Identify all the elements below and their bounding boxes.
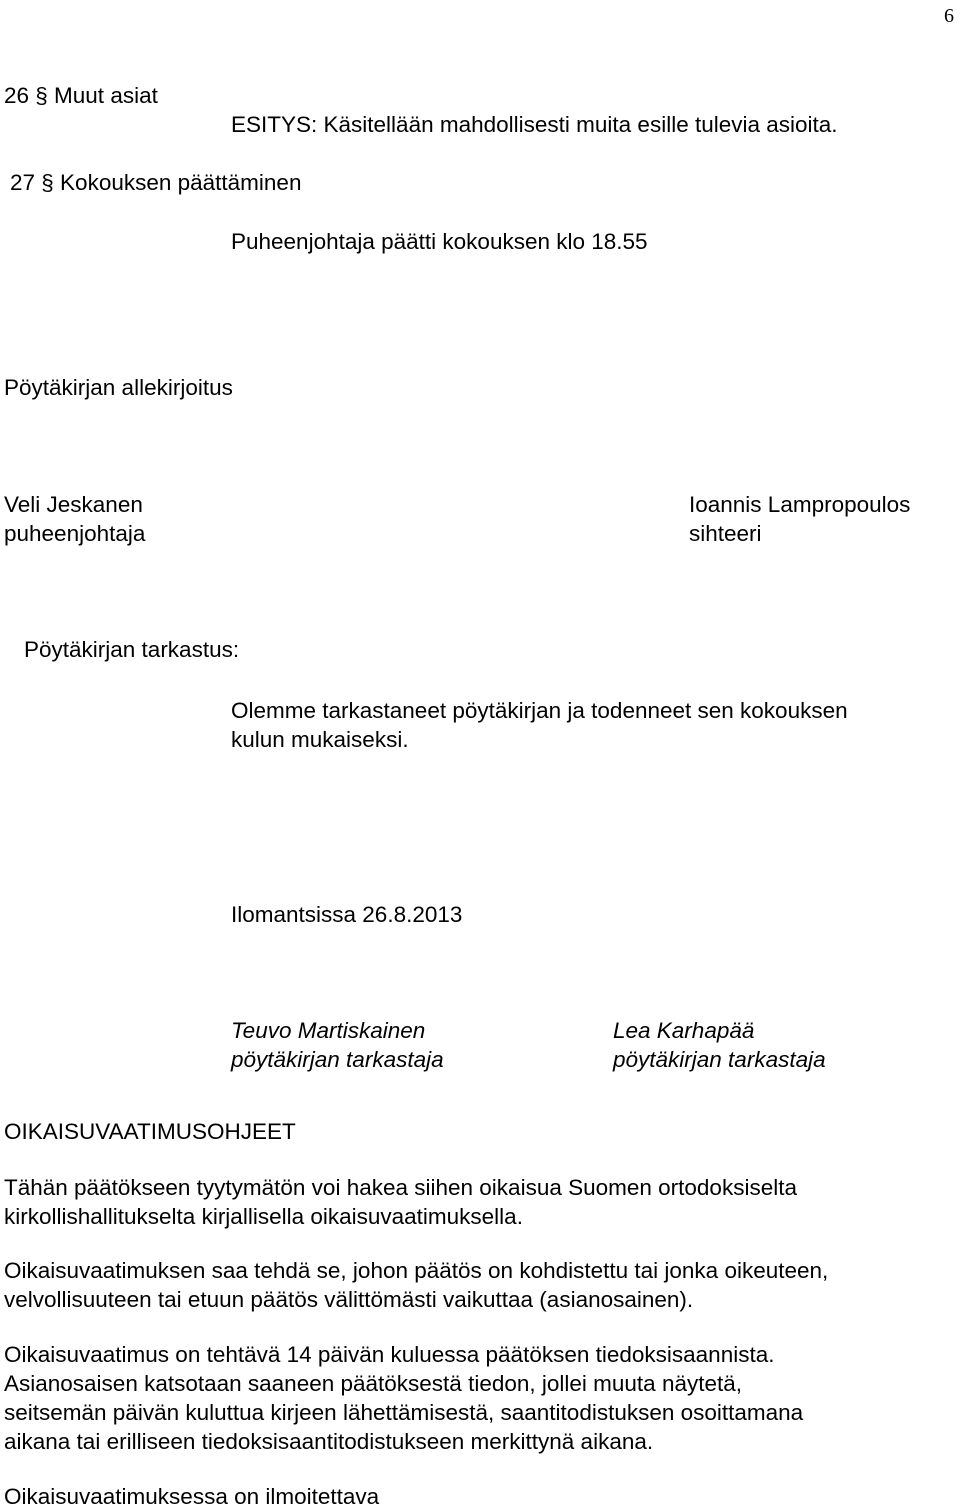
place-date: Ilomantsissa 26.8.2013 [231, 902, 463, 927]
appeal-p2-line1: Oikaisuvaatimuksen saa tehdä se, johon päätös on kohdistettu tai jonka oikeuteen, [4, 1258, 829, 1283]
review-text-line2: kulun mukaiseksi. [231, 727, 409, 752]
appeal-p3-line3: seitsemän päivän kuluttua kirjeen lähettämisestä, saantitodistuksen osoittamana [4, 1400, 804, 1425]
appeal-p2-line2: velvollisuuteen tai etuun päätös välittömästi vaikuttaa (asianosainen). [4, 1287, 694, 1312]
reviewer2-role: pöytäkirjan tarkastaja [613, 1047, 826, 1072]
appeal-p3-line1: Oikaisuvaatimus on tehtävä 14 päivän kuluessa päätöksen tiedoksisaannista. [4, 1342, 775, 1367]
chair-role: puheenjohtaja [4, 521, 146, 546]
appeal-p1-line1: Tähän päätökseen tyytymätön voi hakea siihen oikaisua Suomen ortodoksiselta [4, 1175, 797, 1200]
appeal-p4-line1: Oikaisuvaatimuksessa on ilmoitettava [4, 1484, 380, 1509]
reviewer1-role: pöytäkirjan tarkastaja [231, 1047, 444, 1072]
reviewer1-name: Teuvo Martiskainen [231, 1018, 426, 1043]
appeal-p3-line2: Asianosaisen katsotaan saaneen päätöksestä tiedon, jollei muuta näytetä, [4, 1371, 742, 1396]
review-text-line1: Olemme tarkastaneet pöytäkirjan ja todenneet sen kokouksen [231, 698, 848, 723]
section-26-heading: 26 § Muut asiat [4, 83, 158, 108]
secretary-role: sihteeri [689, 521, 762, 546]
secretary-name: Ioannis Lampropoulos [689, 492, 911, 517]
appeal-heading: OIKAISUVAATIMUSOHJEET [4, 1119, 296, 1144]
chair-name: Veli Jeskanen [4, 492, 143, 517]
appeal-p1-line2: kirkollishallitukselta kirjallisella oikaisuvaatimuksella. [4, 1204, 523, 1229]
section-26-esitys: ESITYS: Käsitellään mahdollisesti muita esille tulevia asioita. [231, 112, 838, 137]
review-heading: Pöytäkirjan tarkastus: [24, 637, 240, 662]
appeal-p3-line4: aikana tai erilliseen tiedoksisaantitodistukseen merkittynä aikana. [4, 1429, 654, 1454]
signatures-heading: Pöytäkirjan allekirjoitus [4, 375, 233, 400]
section-27-heading: 27 § Kokouksen päättäminen [10, 170, 302, 195]
page-number: 6 [944, 5, 954, 27]
section-27-text: Puheenjohtaja päätti kokouksen klo 18.55 [231, 229, 648, 254]
reviewer2-name: Lea Karhapää [613, 1018, 755, 1043]
